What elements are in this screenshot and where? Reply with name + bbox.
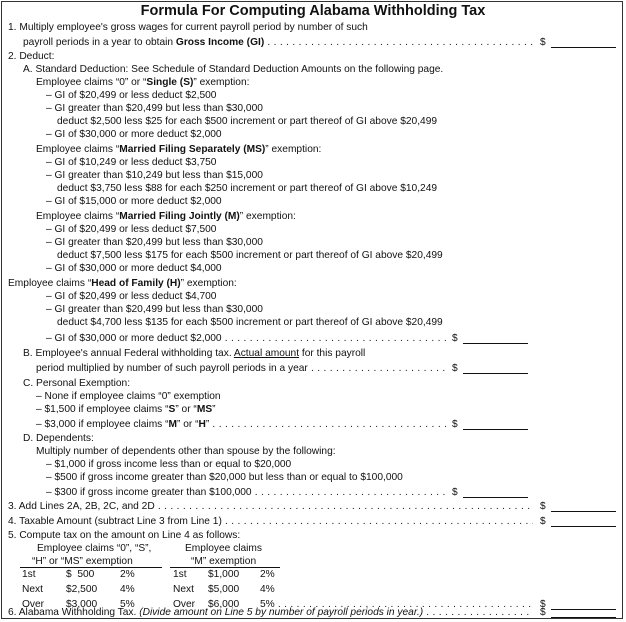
line-2d-rule-2: – $500 if gross income greater than $20,000 but less than or equal to $100,000: [46, 472, 403, 483]
line-6-amount-field[interactable]: [551, 617, 616, 618]
single-rule-2: – GI greater than $20,499 but less than $30,000: [46, 103, 263, 114]
table-left-row-1-rate: 2%: [120, 569, 135, 580]
line-2c-personal-exemption: C. Personal Exemption:: [23, 378, 131, 389]
ms-rule-2: – GI greater than $10,249 but less than $15,000: [46, 170, 263, 181]
line-5-dollar: $: [540, 599, 546, 610]
line-6-text: 6. Alabama Withholding Tax. (Divide amount on Line 5 by number of payroll periods in year.) . . .: [8, 606, 533, 619]
h-rule-2: – GI greater than $20,499 but less than $30,000: [46, 304, 263, 315]
line-5-text: 5. Compute tax on the amount on Line 4 as follows:: [8, 530, 241, 541]
line-2c-dollar: $: [452, 419, 458, 430]
line-4-dollar: $: [540, 516, 546, 527]
m-rule-1: – GI of $20,499 or less deduct $7,500: [46, 224, 217, 235]
table-right-row-2-rate: 4%: [260, 584, 275, 595]
table-right-row-1-rate: 2%: [260, 569, 275, 580]
line-2c-rule-2: – $1,500 if employee claims “S” or “MS”: [36, 404, 216, 415]
line-2a-standard-deduction: A. Standard Deduction: See Schedule of Standard Deduction Amounts on the following page.: [23, 64, 444, 75]
line-2c-rule-3: – $3,000 if employee claims “M” or “H” . . .: [36, 418, 446, 431]
m-exemption-heading: Employee claims “Married Filing Jointly (M)” exemption:: [36, 211, 296, 222]
table-left-row-2-rate: 4%: [120, 584, 135, 595]
h-exemption-heading: Employee claims “Head of Family (H)” exemption:: [8, 278, 237, 289]
table-left-row-3-label: Over: [22, 599, 45, 610]
h-rule-4: – GI of $30,000 or more deduct $2,000 . . .: [46, 332, 446, 345]
line-2b-period-text: period multiplied by number of such payroll periods in a year . . .: [36, 362, 446, 375]
line-2a-dollar: $: [452, 333, 458, 344]
table-left-header-1: Employee claims “0”, “S”,: [37, 543, 152, 554]
single-rule-4: – GI of $30,000 or more deduct $2,000: [46, 129, 222, 140]
m-rule-2: – GI greater than $20,499 but less than $30,000: [46, 237, 263, 248]
table-left-row-1-label: 1st: [22, 569, 36, 580]
line-4-text: 4. Taxable Amount (subtract Line 3 from Line 1) . . .: [8, 515, 533, 528]
line-3-dollar: $: [540, 501, 546, 512]
ms-rule-4: – GI of $15,000 or more deduct $2,000: [46, 196, 222, 207]
m-rule-3: deduct $7,500 less $175 for each $500 increment or part thereof of GI above $20,499: [57, 250, 443, 261]
table-left-row-1-amount: $ 500: [66, 569, 95, 580]
table-right-header-1: Employee claims: [185, 543, 262, 554]
page-title: Formula For Computing Alabama Withholding Tax: [140, 3, 486, 19]
single-rule-3: deduct $2,500 less $25 for each $500 increment or part thereof of GI above $20,499: [57, 116, 438, 127]
line-2d-amount-field[interactable]: [463, 497, 528, 498]
single-rule-1: – GI of $20,499 or less deduct $2,500: [46, 90, 217, 101]
line-2d-instruction: Multiply number of dependents other than spouse by the following:: [36, 446, 336, 457]
ms-rule-3: deduct $3,750 less $88 for each $250 increment or part thereof of GI above $10,249: [57, 183, 438, 194]
table-left-row-2-amount: $2,500: [66, 584, 98, 595]
line-4-amount-field[interactable]: [551, 526, 616, 527]
line-2d-rule-3: – $300 if gross income greater than $100,000 . . .: [46, 486, 446, 499]
line-1-text: 1. Multiply employee's gross wages for current payroll period by number of such: [8, 22, 368, 33]
table-right-row-1-amount: $1,000: [208, 569, 240, 580]
line-2b-dollar: $: [452, 363, 458, 374]
line-3-amount-field[interactable]: [551, 511, 616, 512]
m-rule-4: – GI of $30,000 or more deduct $4,000: [46, 263, 222, 274]
line-2-deduct: 2. Deduct:: [8, 51, 55, 62]
ms-exemption-heading: Employee claims “Married Filing Separately (MS)” exemption:: [36, 144, 322, 155]
line-2d-rule-1: – $1,000 if gross income less than or equal to $20,000: [46, 459, 292, 470]
line-3-text: 3. Add Lines 2A, 2B, 2C, and 2D . . .: [8, 500, 533, 513]
line-2d-dollar: $: [452, 487, 458, 498]
line-2b-federal-tax: B. Employee's annual Federal withholding tax. Actual amount for this payroll: [23, 348, 366, 359]
table-right-row-3-rate: 5% . . .: [260, 598, 533, 611]
table-left-row-3-amount: $3,000: [66, 599, 98, 610]
line-6-dollar: $: [540, 607, 546, 618]
table-right-row-1-label: 1st: [173, 569, 187, 580]
line-5-amount-field[interactable]: [551, 609, 616, 610]
table-right-row-2-label: Next: [173, 584, 194, 595]
line-1-amount-field[interactable]: [551, 47, 616, 48]
h-rule-1: – GI of $20,499 or less deduct $4,700: [46, 291, 217, 302]
ms-rule-1: – GI of $10,249 or less deduct $3,750: [46, 157, 217, 168]
table-right-row-2-amount: $5,000: [208, 584, 240, 595]
line-2d-dependents: D. Dependents:: [23, 433, 94, 444]
table-right-row-3-label: Over: [173, 599, 196, 610]
single-exemption-heading: Employee claims “0” or “Single (S)” exemption:: [36, 77, 250, 88]
line-1-dollar: $: [540, 37, 546, 48]
table-left-row-3-rate: 5%: [120, 599, 135, 610]
h-rule-3: deduct $4,700 less $135 for each $500 increment or part thereof of GI above $20,499: [57, 317, 443, 328]
table-right-row-3-amount: $6,000: [208, 599, 240, 610]
line-2c-amount-field[interactable]: [463, 429, 528, 430]
table-left-row-2-label: Next: [22, 584, 43, 595]
table-left-header-2: “H” or “MS” exemption: [32, 556, 133, 567]
line-2a-amount-field[interactable]: [463, 343, 528, 344]
line-1-gross-income: payroll periods in a year to obtain Gross Income (GI) . . .: [23, 36, 533, 49]
table-right-header-2: “M” exemption: [191, 556, 257, 567]
line-2b-amount-field[interactable]: [463, 373, 528, 374]
line-2c-rule-1: – None if employee claims “0” exemption: [36, 391, 221, 402]
